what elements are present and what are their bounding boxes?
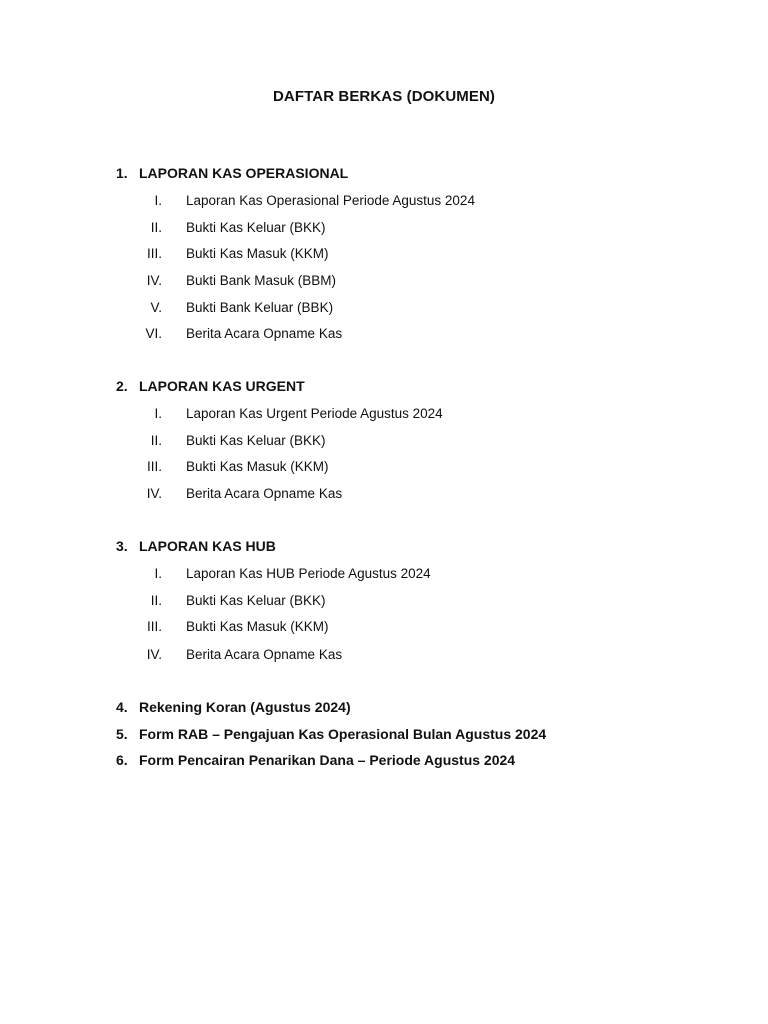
item-numeral: I. [154, 193, 162, 208]
list-item [130, 273, 336, 288]
list-item [130, 220, 326, 235]
item-text: Laporan Kas Operasional Periode Agustus 2024 [186, 193, 475, 208]
item-text: Bukti Bank Masuk (BBM) [186, 273, 337, 288]
section-number: 6. [116, 752, 128, 768]
item-numeral: VI. [145, 326, 162, 341]
section-heading-6 [116, 752, 515, 768]
item-numeral: V. [150, 300, 162, 315]
item-text: Bukti Kas Masuk (KKM) [186, 246, 329, 261]
list-item [130, 433, 326, 448]
item-numeral: I. [154, 406, 162, 421]
list-item [130, 300, 333, 315]
section-number: 2. [116, 378, 128, 394]
item-numeral: IV. [146, 273, 162, 288]
list-item [130, 406, 443, 421]
section-heading-2 [116, 378, 305, 394]
document-title: DAFTAR BERKAS (DOKUMEN) [272, 88, 495, 105]
item-text: Berita Acara Opname Kas [186, 486, 343, 501]
item-numeral: III. [146, 619, 162, 634]
section-number: 5. [116, 726, 128, 742]
item-numeral: I. [154, 566, 162, 581]
section-heading-3 [116, 538, 276, 554]
list-item [130, 593, 326, 608]
item-numeral: II. [150, 593, 162, 608]
item-text: Berita Acara Opname Kas [186, 326, 343, 341]
section-title: Rekening Koran (Agustus 2024) [139, 699, 351, 715]
item-text: Bukti Kas Keluar (BKK) [186, 593, 326, 608]
item-numeral: II. [150, 220, 162, 235]
item-text: Bukti Kas Masuk (KKM) [186, 459, 329, 474]
section-number: 3. [116, 538, 128, 554]
item-text: Bukti Bank Keluar (BBK) [186, 300, 334, 315]
section-title: LAPORAN KAS HUB [139, 538, 276, 554]
item-text: Bukti Kas Keluar (BKK) [186, 220, 326, 235]
item-text: Laporan Kas Urgent Periode Agustus 2024 [186, 406, 443, 421]
list-item [130, 647, 342, 662]
item-numeral: III. [146, 246, 162, 261]
list-item [130, 326, 342, 341]
section-heading-1 [116, 165, 348, 181]
list-item [130, 459, 329, 474]
section-title: Form RAB – Pengajuan Kas Operasional Bulan Agustus 2024 [139, 726, 547, 742]
section-title: LAPORAN KAS URGENT [139, 378, 305, 394]
item-text: Laporan Kas HUB Periode Agustus 2024 [186, 566, 431, 581]
item-text: Berita Acara Opname Kas [186, 647, 343, 662]
section-number: 4. [116, 699, 128, 715]
section-title: Form Pencairan Penarikan Dana – Periode Agustus 2024 [139, 752, 516, 768]
item-text: Bukti Kas Keluar (BKK) [186, 433, 326, 448]
item-numeral: IV. [146, 486, 162, 501]
section-title: LAPORAN KAS OPERASIONAL [139, 165, 349, 181]
item-numeral: III. [146, 459, 162, 474]
list-item [130, 193, 475, 208]
section-heading-4 [116, 699, 351, 715]
list-item [130, 486, 342, 501]
list-item [130, 566, 431, 581]
list-item [130, 246, 329, 261]
item-numeral: IV. [146, 647, 162, 662]
section-number: 1. [116, 165, 128, 181]
section-heading-5 [116, 726, 546, 742]
item-text: Bukti Kas Masuk (KKM) [186, 619, 329, 634]
item-numeral: II. [150, 433, 162, 448]
list-item [130, 619, 329, 634]
